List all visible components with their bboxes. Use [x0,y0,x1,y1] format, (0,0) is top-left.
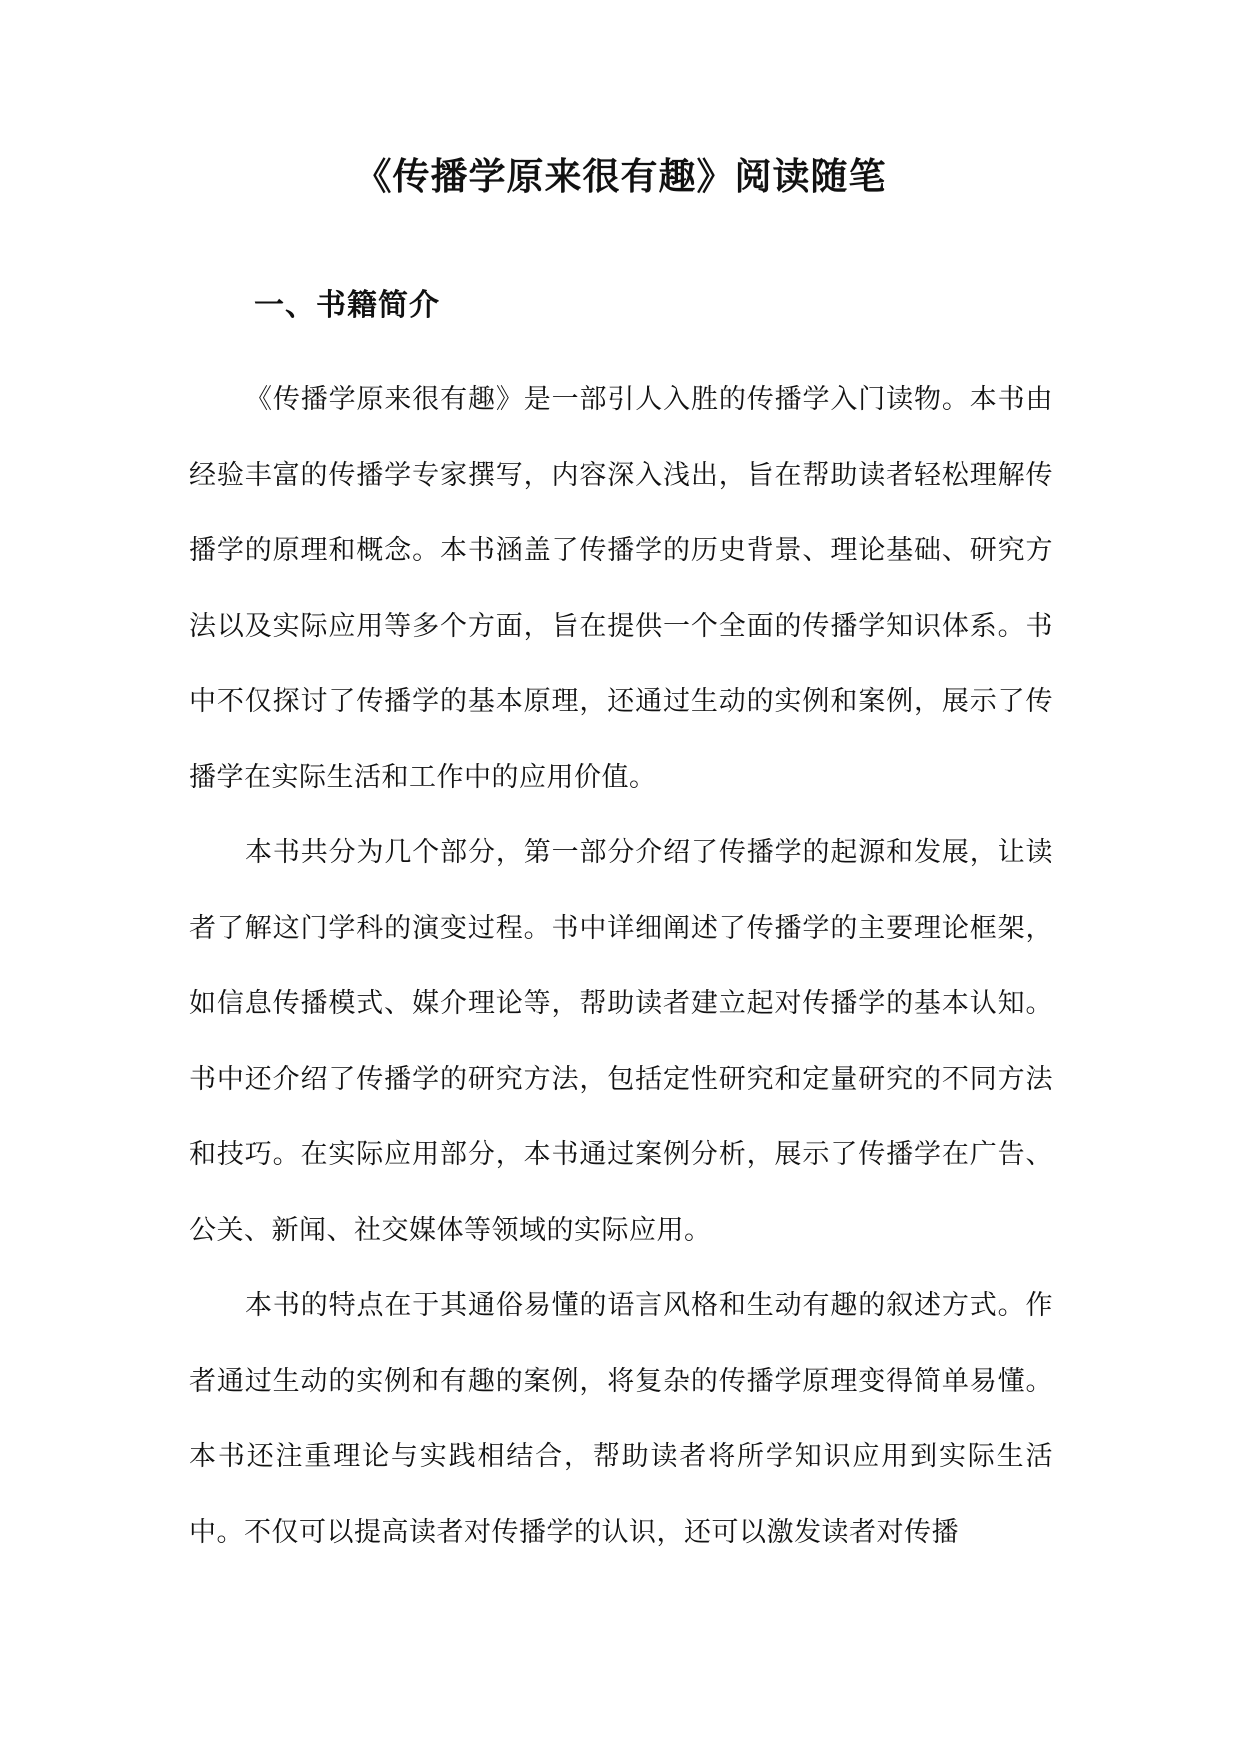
section-heading-book-intro: 一、书籍简介 [254,288,440,323]
paragraph-features: 本书的特点在于其通俗易懂的语言风格和生动有趣的叙述方式。作者通过生动的实例和有趣的案例，将复杂的传播学原理变得简单易懂。本书还注重理论与实践相结合，帮助读者将所学知识应用到实际生活中。不仅可以提高读者对传播学的认识，还可以激发读者对传播 [189,1290,1053,1548]
section-body [189,362,1053,1570]
paragraph-structure: 本书共分为几个部分，第一部分介绍了传播学的起源和发展，让读者了解这门学科的演变过程。书中详细阐述了传播学的主要理论框架，如信息传播模式、媒介理论等，帮助读者建立起对传播学的基本认知。书中还介绍了传播学的研究方法，包括定性研究和定量研究的不同方法和技巧。在实际应用部分，本书通过案例分析，展示了传播学在广告、公关、新闻、社交媒体等领域的实际应用。 [189,837,1053,1246]
paragraph-intro: 《传播学原来很有趣》是一部引人入胜的传播学入门读物。本书由经验丰富的传播学专家撰写，内容深入浅出，旨在帮助读者轻松理解传播学的原理和概念。本书涵盖了传播学的历史背景、理论基础、研究方法以及实际应用等多个方面，旨在提供一个全面的传播学知识体系。书中不仅探讨了传播学的基本原理，还通过生动的实例和案例，展示了传播学在实际生活和工作中的应用价值。 [189,384,1053,793]
document-title: 《传播学原来很有趣》阅读随笔 [354,154,887,198]
